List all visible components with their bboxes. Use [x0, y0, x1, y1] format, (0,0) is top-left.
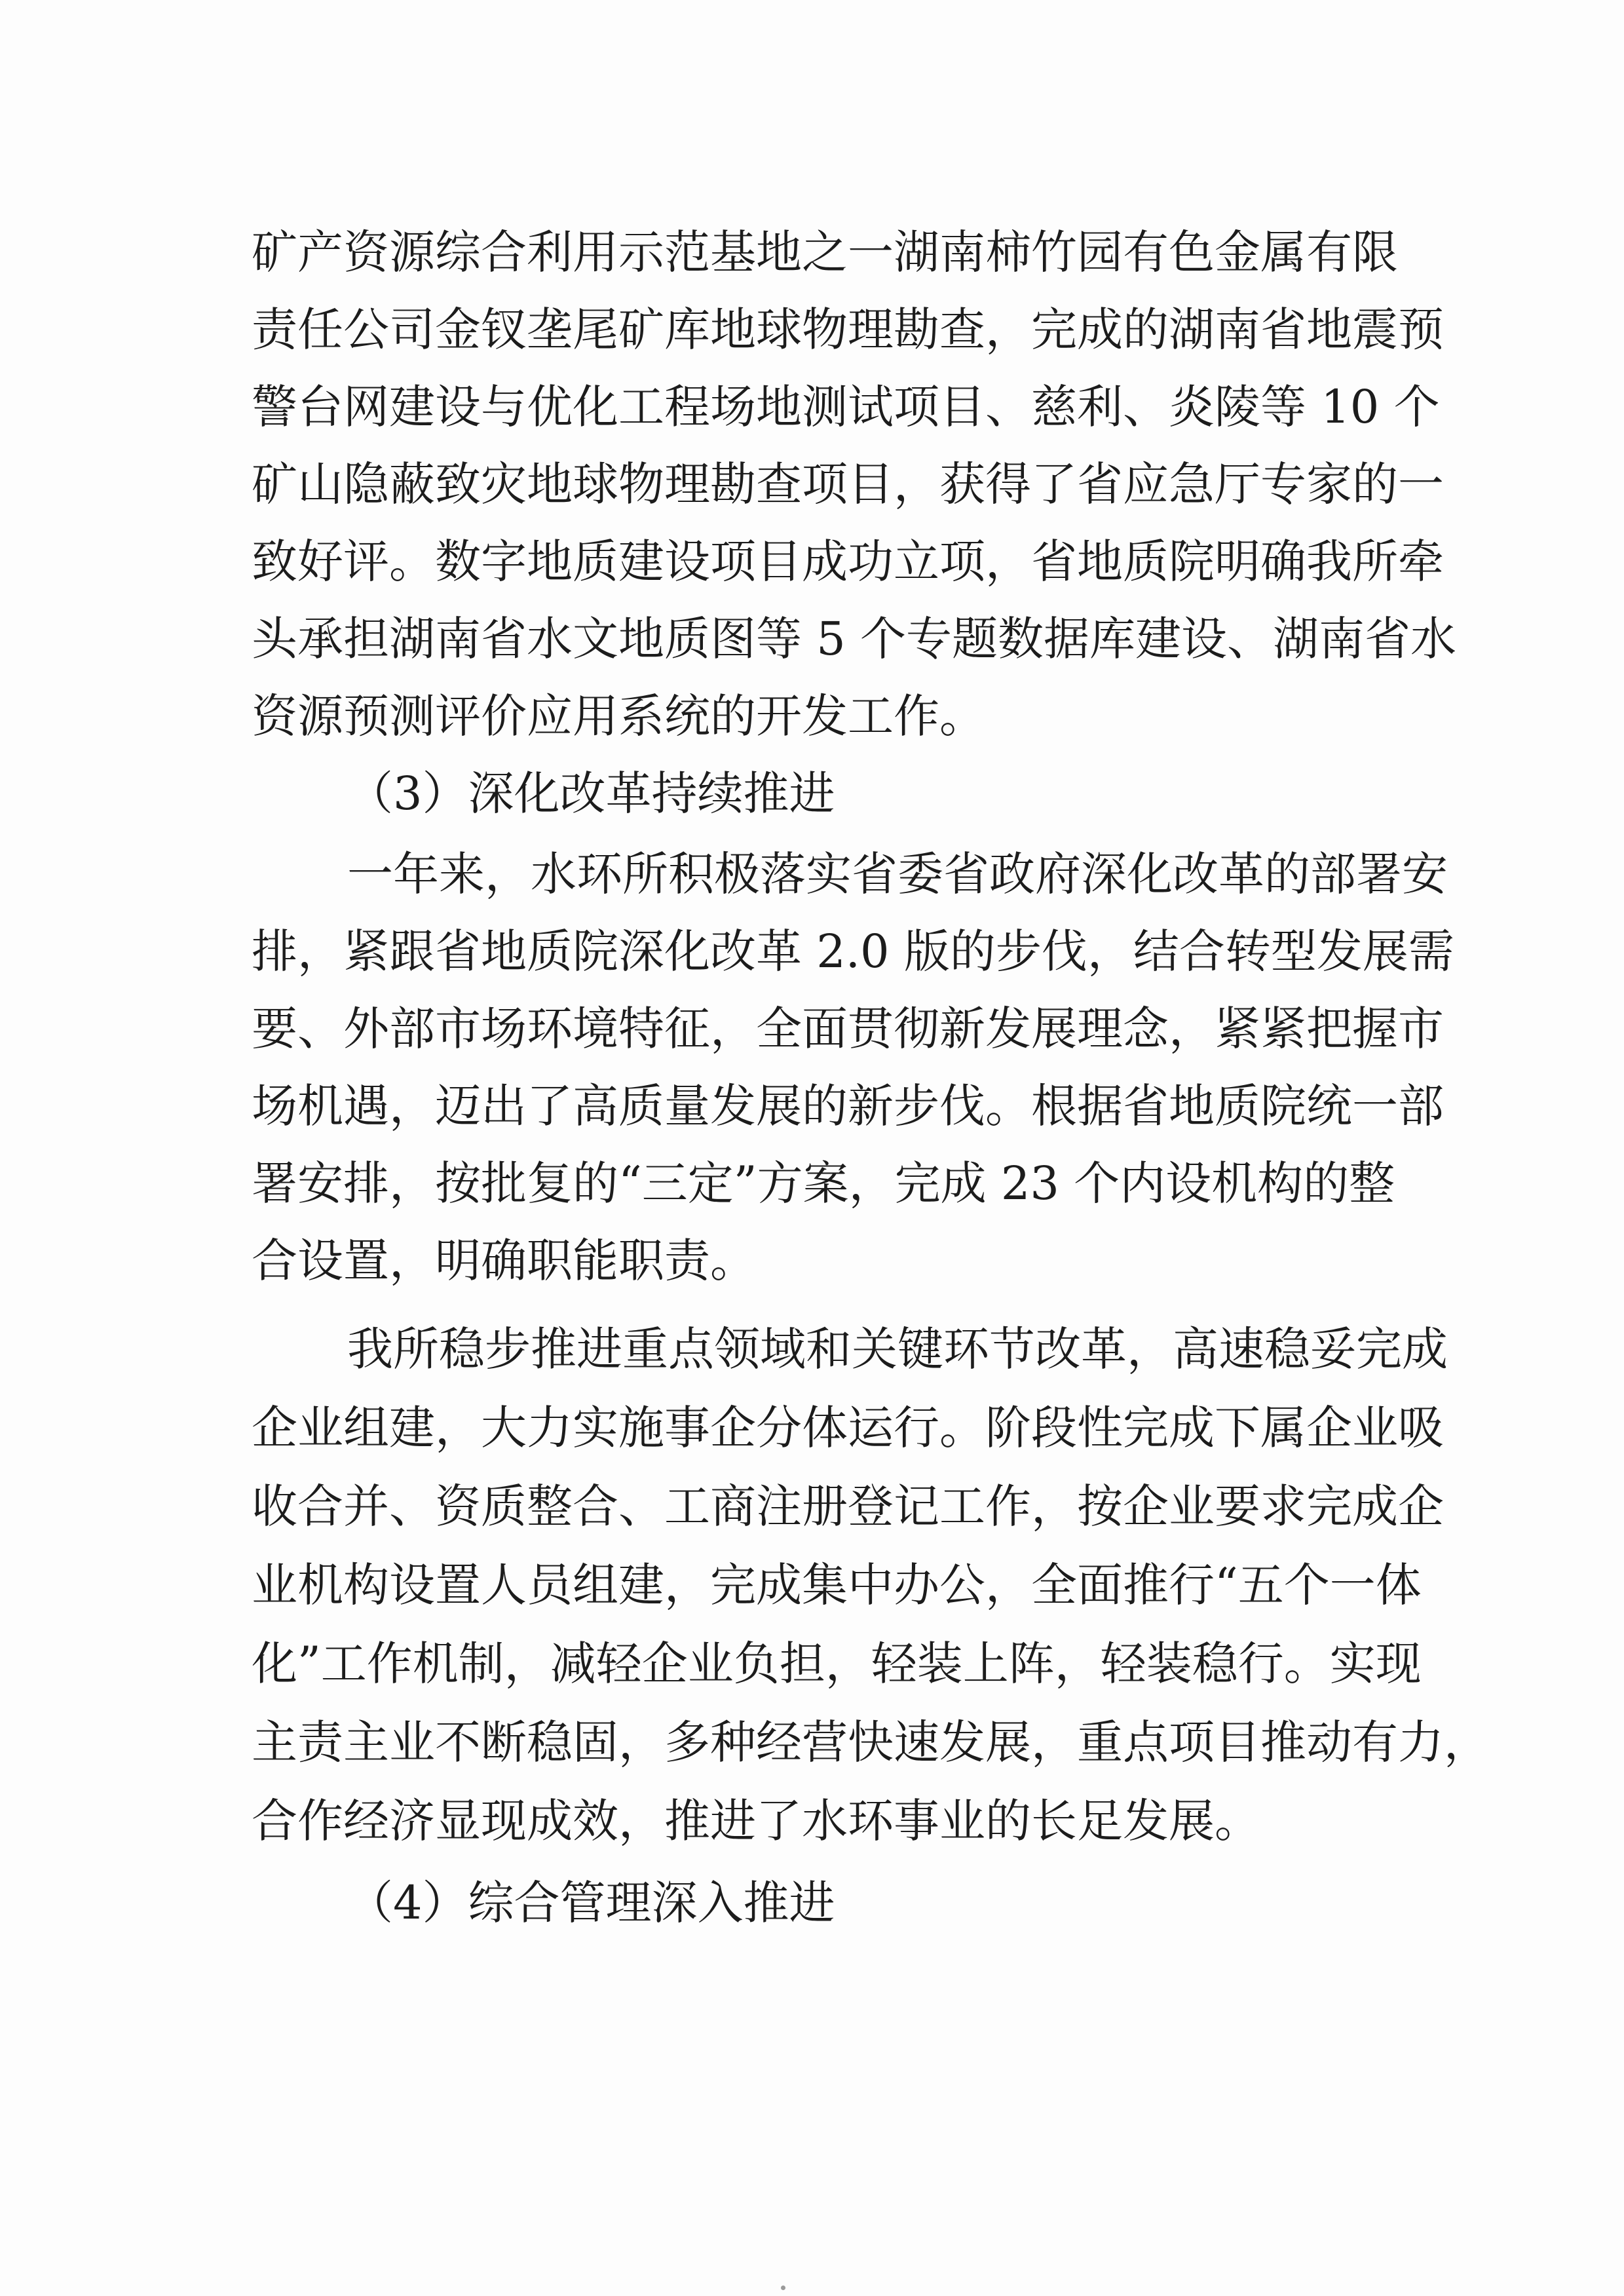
paragraph-line: 责任公司金钗垄尾矿库地球物理勘查，完成的湖南省地震预 [252, 303, 1444, 356]
paragraph-line: 致好评。数字地质建设项目成功立项，省地质院明确我所牵 [252, 535, 1444, 588]
paragraph-line: 企业组建，大力实施事企分体运行。阶段性完成下属企业吸 [252, 1401, 1444, 1455]
paragraph-line: 场机遇，迈出了高质量发展的新步伐。根据省地质院统一部 [252, 1079, 1444, 1133]
section-heading-4: （4）综合管理深入推进 [347, 1876, 835, 1930]
paragraph-line: 化”工作机制，减轻企业负担，轻装上阵，轻装稳行。实现 [252, 1637, 1422, 1691]
paragraph-line: 矿产资源综合利用示范基地之一湖南柿竹园有色金属有限 [252, 225, 1398, 279]
paragraph-line: 合作经济显现成效，推进了水环事业的长足发展。 [252, 1794, 1260, 1848]
paragraph-line: 排，紧跟省地质院深化改革 2.0 版的步伐，结合转型发展需 [252, 925, 1454, 978]
paragraph-line: 我所稳步推进重点领域和关键环节改革，高速稳妥完成 [347, 1322, 1448, 1376]
paragraph-line: 收合并、资质整合、工商注册登记工作，按企业要求完成企 [252, 1480, 1444, 1533]
paragraph-line: 主责主业不断稳固，多种经营快速发展，重点项目推动有力， [252, 1715, 1490, 1769]
paragraph-line: 业机构设置人员组建，完成集中办公，全面推行“五个一体 [252, 1558, 1422, 1612]
paragraph-line: 警台网建设与优化工程场地测试项目、慈利、炎陵等 10 个 [252, 380, 1440, 434]
paragraph-line: 合设置，明确职能职责。 [252, 1234, 756, 1288]
paragraph-line: 头承担湖南省水文地质图等 5 个专题数据库建设、湖南省水 [252, 612, 1457, 666]
paragraph-line: 一年来，水环所积极落实省委省政府深化改革的部署安 [347, 847, 1448, 901]
paragraph-line: 署安排，按批复的“三定”方案，完成 23 个内设机构的整 [252, 1157, 1395, 1210]
scan-speck [781, 2286, 785, 2290]
paragraph-line: 要、外部市场环境特征，全面贯彻新发展理念，紧紧把握市 [252, 1002, 1444, 1056]
paragraph-line: 资源预测评价应用系统的开发工作。 [252, 689, 985, 743]
paragraph-line: 矿山隐蔽致灾地球物理勘查项目，获得了省应急厅专家的一 [252, 457, 1444, 511]
section-heading-3: （3）深化改革持续推进 [347, 767, 835, 820]
